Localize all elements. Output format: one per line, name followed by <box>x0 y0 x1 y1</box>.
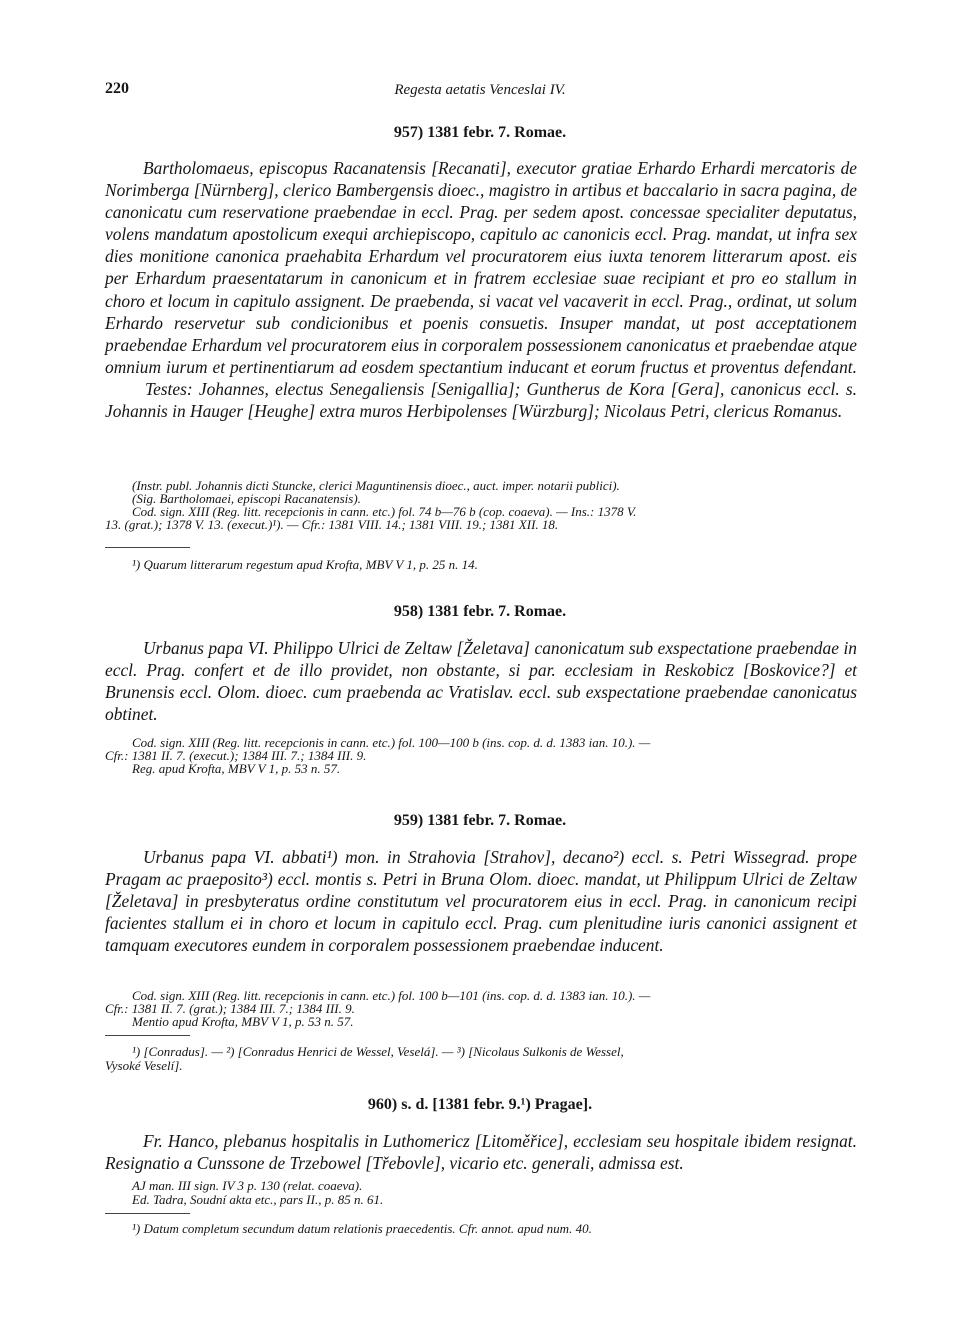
source-note: AJ man. III sign. IV 3 p. 130 (relat. coaeva). <box>132 1178 363 1193</box>
entry-text-body: Urbanus papa VI. Philippo Ulrici de Zeltaw [Želetava] canonicatum sub exspectatione praebendae in eccl. Prag. confert et de illo providet, non obstante, si par. ecclesiam in Reskobicz [Boskovice?] et Brunensis eccl. Olom. dioec. cum praebenda ac Vratislav. eccl. sub exspectatione praebendae canonicatus obtinet. <box>105 638 857 725</box>
entry-text <box>105 637 857 725</box>
source-note: 13. (grat.); 1378 V. 13. (execut.)¹). — Cfr.: 1381 VIII. 14.; 1381 VIII. 19.; 1381 XII. 18. <box>105 517 559 532</box>
footnote-rule <box>105 1035 190 1036</box>
entry-text-body: Urbanus papa VI. abbati¹) mon. in Strahovia [Strahov], decano²) eccl. s. Petri Wissegrad. prope Pragam ac praeposito³) eccl. montis s. Petri in Bruna Olom. dioec. mandat, ut Philippum Ulrici de Zeltaw [Želetava] in presbyteratus ordine constitutum vel procuratorem eius in eccl. Prag. in canonicum recipi facientes stallum ei in choro et locum in capitulo eccl. Prag. cum plenitudine iuris canonici assignent et tamquam executores eundem in corporalem possessionem praebendae inducent. <box>105 847 857 956</box>
source-note: Mentio apud Krofta, MBV V 1, p. 53 n. 57. <box>132 1014 354 1029</box>
footnote-rule <box>105 1213 190 1214</box>
entry-heading: 958) 1381 febr. 7. Romae. <box>393 603 567 620</box>
page-number: 220 <box>105 80 129 97</box>
source-note: (Instr. publ. Johannis dicti Stuncke, clerici Maguntinensis dioec., auct. imper. notarii publici). <box>132 478 620 493</box>
footnote: Vysoké Veselí]. <box>105 1058 183 1073</box>
source-note: Cod. sign. XIII (Reg. litt. recepcionis in cann. etc.) fol. 100—100 b (ins. cop. d. d. 1383 ian. 10.). — <box>132 735 651 750</box>
entry-text <box>105 157 857 422</box>
entry-text-witnesses: Testes: Johannes, electus Senegaliensis [Senigallia]; Guntherus de Kora [Gera], canonicus eccl. s. Johannis in Hauger [Heughe] extra muros Herbipolenses [Würzburg]; Nicolaus Petri, clericus Romanus. <box>105 378 857 422</box>
entry-heading: 957) 1381 febr. 7. Romae. <box>393 124 567 141</box>
source-note: Cod. sign. XIII (Reg. litt. recepcionis in cann. etc.) fol. 74 b—76 b (cop. coaeva). — Ins.: 1378 V. <box>132 504 637 519</box>
source-note: Cfr.: 1381 II. 7. (execut.); 1384 III. 7.; 1384 III. 9. <box>105 748 367 763</box>
source-note: Cfr.: 1381 II. 7. (grat.); 1384 III. 7.; 1384 III. 9. <box>105 1001 355 1016</box>
source-note: Ed. Tadra, Soudní akta etc., pars II., p. 85 n. 61. <box>132 1192 384 1207</box>
source-note: (Sig. Bartholomaei, episcopi Racanatensis). <box>132 491 361 506</box>
entry-heading: 959) 1381 febr. 7. Romae. <box>393 812 567 829</box>
entry-heading: 960) s. d. [1381 febr. 9.¹) Pragae]. <box>367 1096 593 1113</box>
entry-text <box>105 846 857 956</box>
footnote: ¹) Quarum litterarum regestum apud Krofta, MBV V 1, p. 25 n. 14. <box>132 557 478 572</box>
source-note: Reg. apud Krofta, MBV V 1, p. 53 n. 57. <box>132 761 341 776</box>
entry-text-body: Fr. Hanco, plebanus hospitalis in Luthomericz [Litoměřice], ecclesiam seu hospitale ibidem resignat. Resignatio a Cunssone de Trzebowel [Třebovle], vicario etc. generali, admissa est. <box>105 1131 857 1174</box>
entry-text-body: Bartholomaeus, episcopus Racanatensis [Recanati], executor gratiae Erhardo Erhardi mercatoris de Norimberga [Nürnberg], clerico Bambergensis dioec., magistro in artibus et baccalario in sacra pagina, de canonicatu cum reservatione praebendae in eccl. Prag. per sedem apost. concessae specialiter deputatus, volens mandatum apostolicum exequi archiepiscopo, capitulo ac canonicis eccl. Prag. mandat, ut infra sex dies monitione canonica praehabita Erhardum vel procuratorem eius iuxta tenorem litterarum apost. eis per Erhardum praesentatarum in canonicum et in fratrem ecclesiae suae recipiant et pro eo stallum in choro et locum in capitulo assignent. De praebenda, si vacat vel vacaverit in eccl. Prag., ordinat, ut solum Erhardo reservetur sub condicionibus et poenis consuetis. Insuper mandat, ut post acceptationem praebendae Erhardum vel procuratorem eius in corporalem possessionem canonicatus et praebendae atque omnium iurum et pertinentiarum ad eosdem spectantium inducant et eorum fructus et proventus defendant. <box>105 158 857 377</box>
source-note: Cod. sign. XIII (Reg. litt. recepcionis in cann. etc.) fol. 100 b—101 (ins. cop. d. d. 1383 ian. 10.). — <box>132 988 651 1003</box>
footnote: ¹) Datum completum secundum datum relationis praecedentis. Cfr. annot. apud num. 40. <box>132 1221 592 1236</box>
entry-text <box>105 1130 857 1174</box>
running-head: Regesta aetatis Venceslai IV. <box>394 82 566 98</box>
footnote-rule <box>105 547 190 548</box>
footnote: ¹) [Conradus]. — ²) [Conradus Henrici de Wessel, Veselá]. — ³) [Nicolaus Sulkonis de Wessel, <box>132 1044 624 1059</box>
